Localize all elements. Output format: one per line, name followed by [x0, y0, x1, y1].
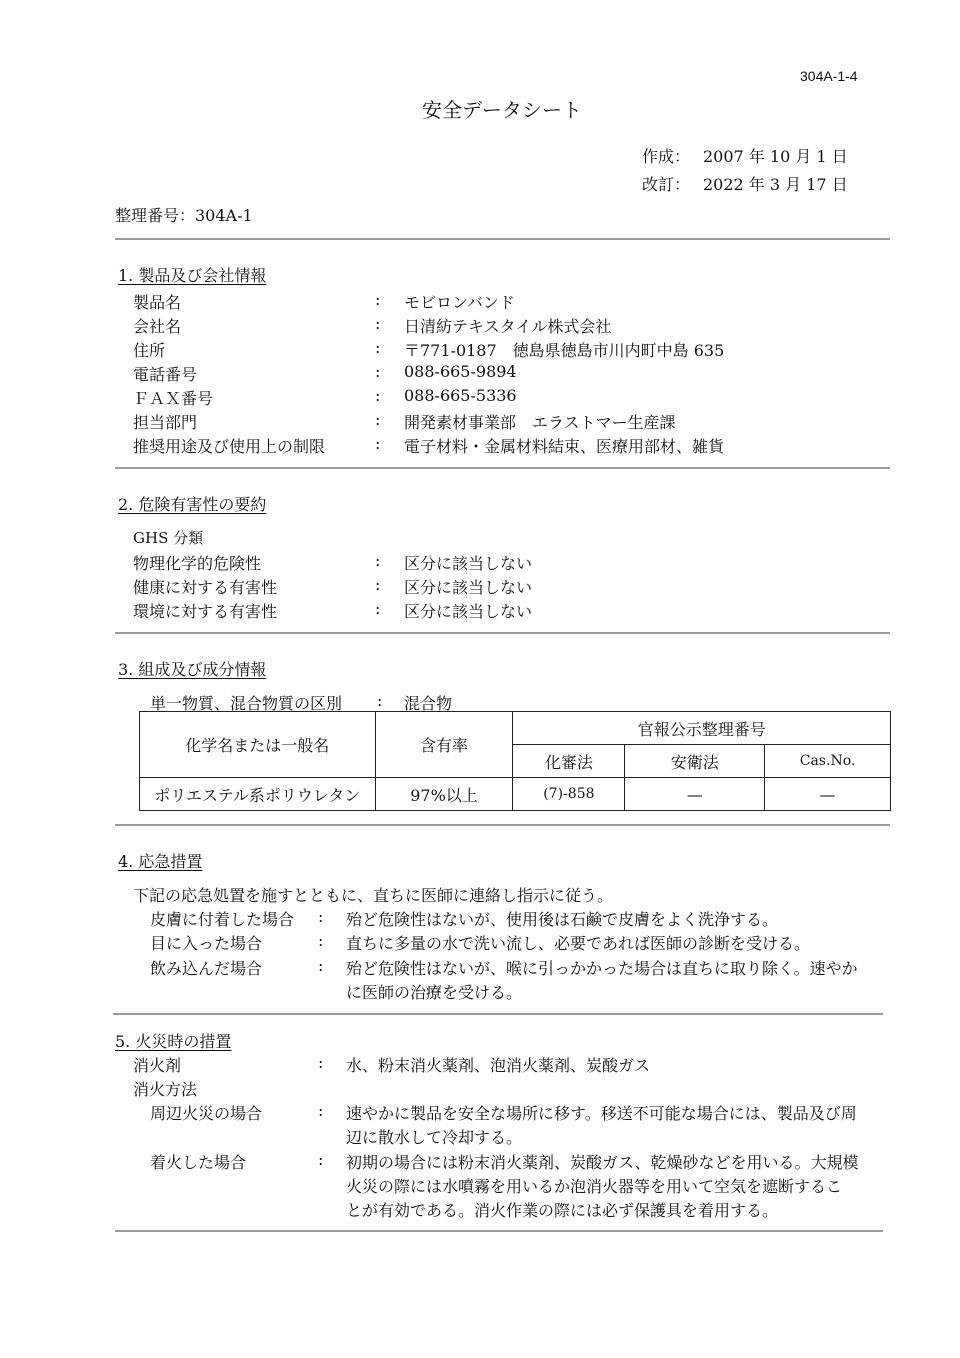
extinguishing-method-label: 消火方法	[133, 1080, 198, 1099]
first-aid-text: 殆ど危険性はないが、喉に引っかかった場合は直ちに取り除く。速やか	[346, 959, 858, 978]
field-label: 製品名	[133, 293, 182, 312]
field-colon: :	[377, 691, 383, 710]
field-label: 会社名	[133, 317, 182, 336]
field-colon: :	[375, 410, 381, 429]
field-colon: :	[375, 290, 381, 309]
page-title: 安全データシート	[422, 98, 582, 122]
first-aid-intro: 下記の応急処置を施すとともに、直ちに医師に連絡し指示に従う。	[133, 886, 614, 905]
first-aid-label: 目に入った場合	[150, 934, 263, 953]
fire-case-text: 火災の際には水噴霧を用いるか泡消火器等を用いて空気を遮断するこ	[346, 1177, 843, 1196]
field-colon: :	[375, 338, 381, 357]
field-value: 電子材料・金属材料結束、医療用部材、雑貨	[404, 437, 725, 456]
extinguishing-agent-value: 水、粉末消火薬剤、泡消火薬剤、炭酸ガス	[346, 1056, 651, 1075]
field-value: 日清紡テキスタイル株式会社	[404, 317, 612, 336]
substance-distinction-value: 混合物	[404, 694, 453, 713]
field-label: 住所	[133, 341, 166, 360]
field-colon: :	[318, 931, 324, 950]
divider	[115, 632, 890, 634]
section-5-heading: 5. 火災時の措置	[115, 1032, 232, 1051]
divider	[115, 824, 890, 826]
field-label: 担当部門	[133, 413, 198, 432]
field-value: 088-665-5336	[404, 386, 517, 405]
section-1-heading: 1. 製品及び会社情報	[118, 266, 267, 285]
divider	[115, 238, 890, 240]
first-aid-label: 飲み込んだ場合	[150, 959, 263, 978]
extinguishing-agent-label: 消火剤	[133, 1056, 182, 1075]
fire-case-label: 周辺火災の場合	[150, 1104, 263, 1123]
first-aid-text: に医師の治療を受ける。	[346, 983, 523, 1002]
first-aid-text: 直ちに多量の水で洗い流し、必要であれば医師の診断を受ける。	[346, 934, 811, 953]
hazard-label: 物理化学的危険性	[133, 554, 262, 573]
hazard-value: 区分に該当しない	[404, 554, 533, 573]
revised-label: 改訂：	[642, 175, 691, 194]
created-date: 2007 年 10 月 1 日	[703, 147, 848, 166]
cell-anei: —	[625, 778, 765, 811]
fire-case-text: 速やかに製品を安全な場所に移す。移送不可能な場合には、製品及び周	[346, 1104, 857, 1123]
cell-content: 97%以上	[375, 778, 513, 811]
reference-number: 整理番号：304A-1	[115, 206, 253, 225]
created-label: 作成：	[642, 147, 691, 166]
substance-distinction-label: 単一物質、混合物質の区別	[150, 694, 343, 713]
field-colon: :	[318, 1101, 324, 1120]
divider	[113, 1013, 883, 1015]
field-label: 推奨用途及び使用上の制限	[133, 437, 326, 456]
cell-cas: —	[765, 778, 891, 811]
section-2-heading: 2. 危険有害性の要約	[118, 495, 267, 514]
field-colon: :	[375, 575, 381, 594]
fire-case-text: 辺に散水して冷却する。	[346, 1128, 523, 1147]
cell-kashin: (7)-858	[513, 778, 625, 811]
hazard-value: 区分に該当しない	[404, 602, 533, 621]
field-colon: :	[375, 362, 381, 381]
field-colon: :	[318, 1053, 324, 1072]
header-chemical-name: 化学名または一般名	[140, 712, 376, 778]
cell-chemical-name: ポリエステル系ポリウレタン	[140, 778, 376, 811]
fire-case-text: 初期の場合には粉末消火薬剤、炭酸ガス、乾燥砂などを用いる。大規模	[346, 1153, 859, 1172]
field-label: 電話番号	[133, 365, 198, 384]
document-id: 304A-1-4	[800, 68, 858, 84]
header-anei: 安衛法	[625, 745, 765, 778]
first-aid-label: 皮膚に付着した場合	[150, 910, 295, 929]
field-value: 開発素材事業部 エラストマー生産課	[404, 413, 676, 432]
header-kashin: 化審法	[513, 745, 625, 778]
revised-date: 2022 年 3 月 17 日	[703, 175, 848, 194]
field-value: 〒771-0187 徳島県徳島市川内町中島 635	[404, 341, 725, 360]
hazard-label: 健康に対する有害性	[133, 578, 278, 597]
field-value: 088-665-9894	[404, 362, 517, 381]
divider	[115, 1230, 883, 1232]
field-colon: :	[375, 599, 381, 618]
header-gazette-number: 官報公示整理番号	[513, 712, 891, 745]
ghs-classification-label: GHS 分類	[133, 529, 204, 547]
field-colon: :	[375, 434, 381, 453]
fire-case-text: とが有効である。消火作業の際には必ず保護具を着用する。	[346, 1201, 779, 1220]
hazard-label: 環境に対する有害性	[133, 602, 278, 621]
field-colon: :	[375, 386, 381, 405]
table-row	[140, 778, 891, 811]
section-3-heading: 3. 組成及び成分情報	[118, 660, 267, 679]
field-colon: :	[318, 956, 324, 975]
field-value: モビロンバンド	[404, 293, 515, 312]
field-colon: :	[318, 1150, 324, 1169]
field-colon: :	[375, 551, 381, 570]
hazard-value: 区分に該当しない	[404, 578, 533, 597]
field-colon: :	[318, 907, 324, 926]
section-4-heading: 4. 応急措置	[118, 852, 203, 871]
header-cas: Cas.No.	[765, 745, 891, 778]
field-label: ＦＡＸ番号	[133, 389, 214, 408]
divider	[115, 467, 890, 469]
header-content: 含有率	[375, 712, 513, 778]
composition-table	[139, 711, 891, 811]
fire-case-label: 着火した場合	[150, 1153, 247, 1172]
field-colon: :	[375, 314, 381, 333]
first-aid-text: 殆ど危険性はないが、使用後は石鹸で皮膚をよく洗浄する。	[346, 910, 779, 929]
